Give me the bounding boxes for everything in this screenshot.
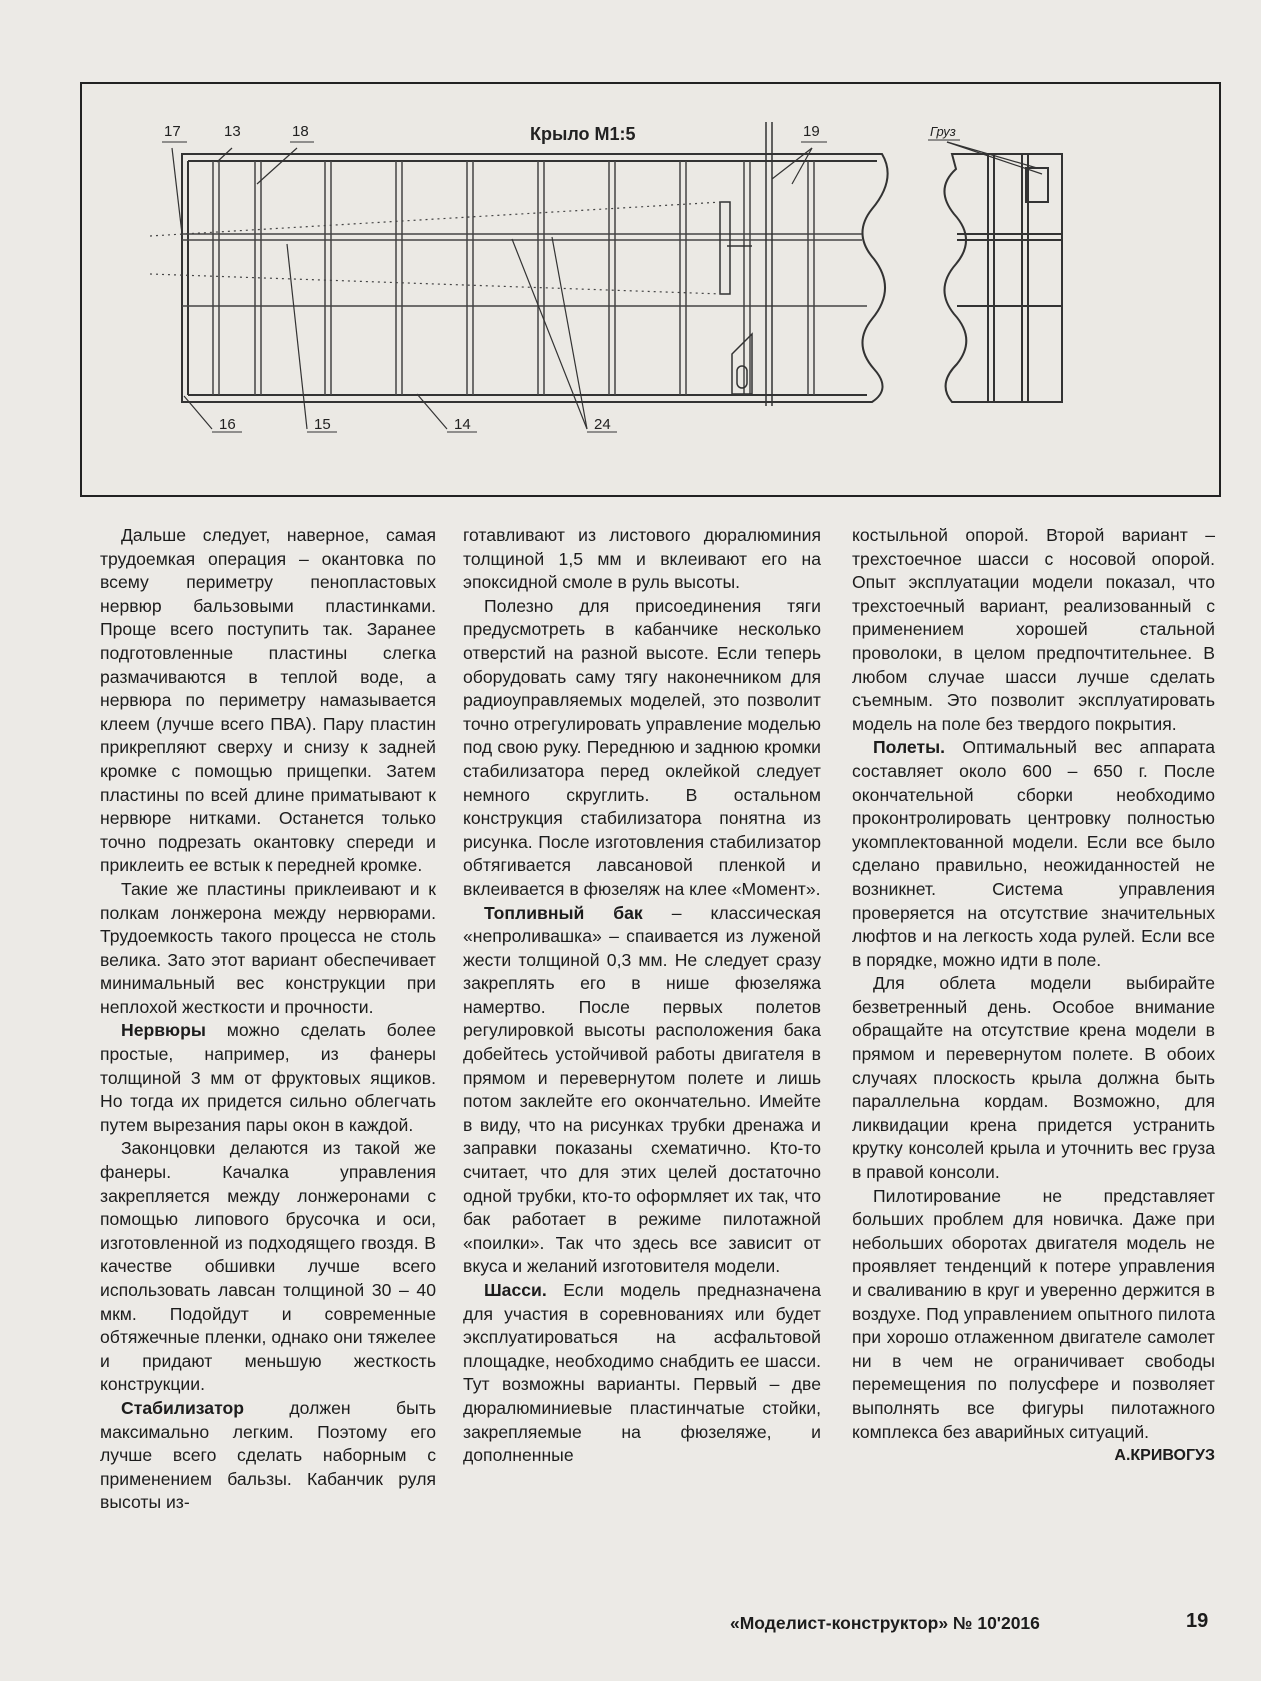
- label-14: 14: [454, 416, 471, 433]
- label-weight: Груз: [930, 124, 956, 139]
- wing-svg: [82, 84, 1219, 495]
- wing-panel: [182, 154, 888, 402]
- heading-ribs: Нервюры: [121, 1020, 206, 1041]
- paragraph-text: – классическая «непроливашка» – спаивается из луженой жести толщиной 0,3 мм. Не следует сразу закреплять его в нише фюзеляжа намертво. После первых полетов регулировкой высоты расположения бака добейтесь устойчивой работы двигателя в прямом и перевернутом полете и лишь потом заклейте его окончательно. Имейте в виду, что на рисунках трубки дренажа и заправки показаны схематично. Кто-то считает, что для этих целей достаточно одной трубки, кто-то оформляет их так, что бак работает в режиме пилотажной «поилки». Так что здесь все зависит от вкуса и желаний изготовителя модели.: [463, 902, 821, 1277]
- paragraph: готавливают из листового дюралюминия толщиной 1,5 мм и вклеивают его на эпоксидной смоле в руль высоты.: [463, 525, 821, 593]
- paragraph: [852, 736, 1215, 972]
- leader-lines: [172, 142, 1042, 429]
- label-13: 13: [224, 123, 241, 140]
- control-lines: [150, 202, 722, 294]
- paragraph: Дальше следует, наверное, самая трудоемкая операция – окантовка по всему периметру пенопластовых нервюр бальзовыми пластинками. Проще всего поступить так. Заранее подготовленные пластины слегка размачиваются в теплой воде, а нервюра по периметру намазывается клеем (лучше всего ПВА). Пару пластин прикрепляют сверху и снизу к задней кромке с помощью прищепки. Затем пластины по всей длине приматывают к нервюре нитками. Останется только точно подрезать окантовку спереди и приклеить ее встык к передней кромке.: [100, 525, 436, 876]
- paragraph: [100, 1397, 436, 1515]
- label-18: 18: [292, 123, 309, 140]
- figure-title: Крыло М1:5: [530, 124, 636, 144]
- paragraph: Полезно для присоединения тяги предусмотреть в кабанчике несколько отверстий на разной высоте. Если теперь оборудовать саму тягу наконечником для радиоуправляемых моделей, это позволит точно отрегулировать управление моделью под свою руку. Переднюю и заднюю кромки стабилизатора перед оклейкой следует немного скруглить. В остальном конструкция стабилизатора понятна из рисунка. После изготовления стабилизатор обтягивается лавсановой пленкой и вклеивается в фюзеляж на клее «Момент».: [463, 595, 821, 899]
- text-column-1: [100, 524, 436, 1515]
- part-labels: [162, 123, 960, 433]
- heading-landing-gear: Шасси.: [484, 1280, 547, 1300]
- label-15: 15: [314, 416, 331, 433]
- wing-ribs: [213, 161, 814, 395]
- text-column-3: [852, 524, 1215, 1468]
- heading-fuel-tank: Топливный бак: [484, 902, 643, 923]
- page-number: 19: [1186, 1610, 1209, 1632]
- label-17: 17: [164, 123, 181, 140]
- center-section: [720, 122, 772, 406]
- label-16: 16: [219, 416, 236, 433]
- wing-drawing: [80, 82, 1221, 497]
- paragraph: Законцовки делаются из такой же фанеры. Качалка управления закрепляется между лонжеронами с помощью липового брусочка и оси, изготовленной из подходящего гвоздя. В качестве обшивки лучше всего использовать лавсан толщиной 30 – 40 мкм. Подойдут и современные обтяжечные пленки, однако они тяжелее и придают меньшую жесткость конструкции.: [100, 1138, 436, 1395]
- wing-tip-panel: [944, 154, 1062, 402]
- paragraph-text: Если модель предназначена для участия в соревнованиях или будет эксплуатироваться на асфальтовой площадке, необходимо снабдить ее шасси. Тут возможны варианты. Первый – две дюралюминиевые пластинчатые стойки, закрепляемые на фюзеляже, и дополненные: [463, 1280, 821, 1466]
- paragraph: [463, 1279, 821, 1468]
- paragraph-text: Оптимальный вес аппарата составляет около 600 – 650 г. После окончательной сборки необходимо проконтролировать центровку полностью укомплектованной модели. Если все было сделано правильно, неожиданностей не возникнет. Система управления проверяется на отсутствие значительных люфтов и на легкость хода рулей. Если все в порядке, можно идти в поле.: [852, 737, 1215, 970]
- paragraph: Для облета модели выбирайте безветренный день. Особое внимание обращайте на отсутствие крена модели в прямом и перевернутом полете. В обоих случаях плоскость крыла должна быть параллельна кордам. Возможно, для ликвидации крена придется устранить крутку консолей крыла и уточнить вес груза в правой консоли.: [852, 973, 1215, 1183]
- paragraph: костыльной опорой. Второй вариант – трехстоечное шасси с носовой опорой. Опыт эксплуатации модели показал, что трехстоечный вариант, реализованный с применением хорошей стальной проволоки, в целом предпочтительнее. В любом случае шасси лучше сделать съемным. Это позволит эксплуатировать модель на поле без твердого покрытия.: [852, 525, 1215, 734]
- heading-stabilizer: Стабилизатор: [121, 1397, 244, 1418]
- footer-journal: «Моделист-конструктор» № 10'2016: [730, 1613, 1040, 1633]
- paragraph-text: должен быть максимально легким. Поэтому его лучше всего сделать наборным с применением бальзы. Кабанчик руля высоты из-: [100, 1397, 436, 1513]
- paragraph-text: можно сделать более простые, например, из фанеры толщиной 3 мм от фруктовых ящиков. Но тогда их придется сильно облегчать путем вырезания пары окон в каждой.: [100, 1020, 436, 1135]
- label-19: 19: [803, 123, 820, 140]
- paragraph: Пилотирование не представляет больших проблем для новичка. Даже при небольших оборотах двигателя модель не проявляет тенденций к потере управления и сваливанию в круг и уверенно держится в воздухе. Под управлением опытного пилота при хорошо отлаженном двигателе самолет ни в чем не ограничивает свободы перемещения по полусфере и позволяет выполнять все фигуры пилотажного комплекса без аварийных ситуаций.: [852, 1185, 1215, 1442]
- heading-flights: Полеты.: [873, 737, 945, 758]
- label-24: 24: [594, 416, 611, 433]
- paragraph: [100, 1019, 436, 1137]
- paragraph: Такие же пластины приклеивают и к полкам лонжерона между нервюрами. Трудоемкость такого процесса не столь велика. Зато этот вариант обеспечивает минимальный вес конструкции при неплохой жесткости и прочности.: [100, 878, 436, 1017]
- author-signature: А.КРИВОГУЗ: [1114, 1447, 1215, 1465]
- paragraph: [463, 902, 821, 1280]
- text-column-2: [463, 524, 821, 1468]
